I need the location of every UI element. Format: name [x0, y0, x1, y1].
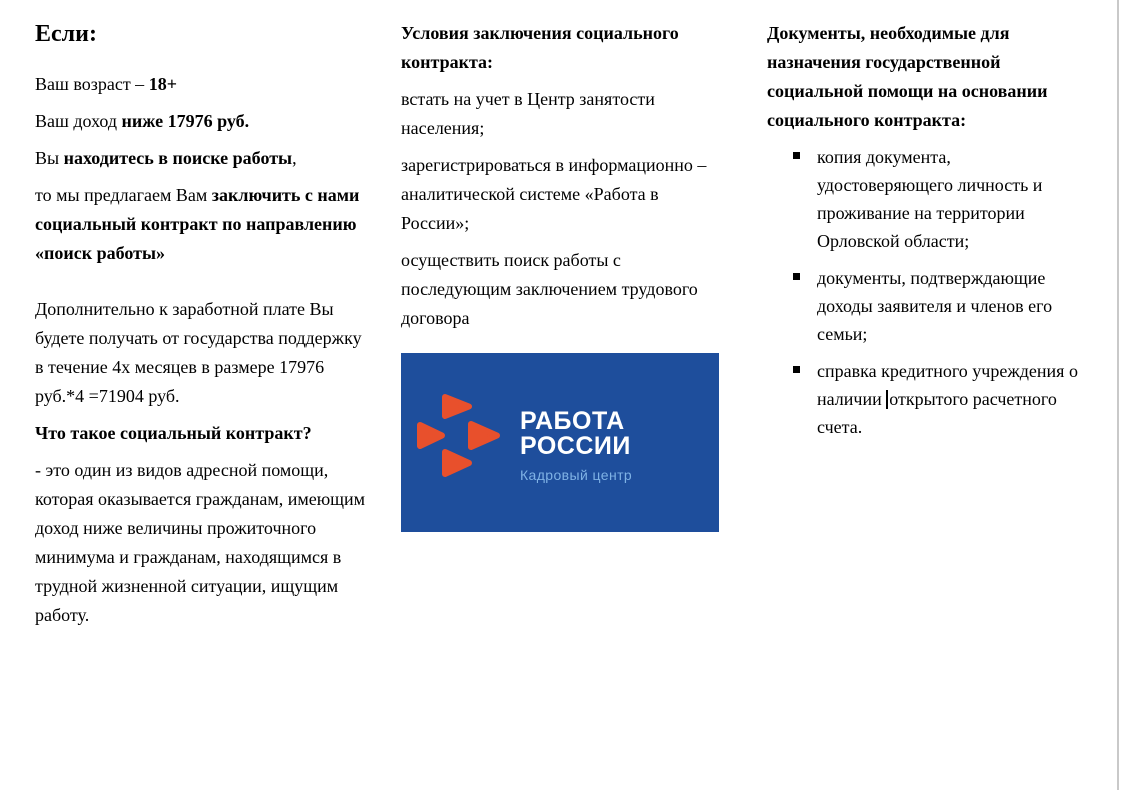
right-column: [767, 0, 1101, 450]
logo-title-line1: РАБОТА: [520, 407, 625, 435]
conditions-heading: Условия заключения социального контракта:: [401, 23, 679, 72]
income-bold-text: ниже 17976 руб.: [121, 111, 250, 131]
age-bold-text: 18+: [148, 74, 177, 94]
job-search-text: Вы: [35, 148, 64, 168]
definition-paragraph: - это один из видов адресной помощи, которая оказывается гражданам, имеющим доход ниже величины прожиточного минимума и гражданам, находящимся в трудной жизненной ситуации, ищущим работу.: [35, 460, 366, 625]
if-title: Если:: [35, 21, 97, 47]
list-item: [767, 264, 1101, 348]
list-item: [767, 357, 1101, 441]
logo-subtitle: Кадровый центр: [520, 467, 633, 483]
square-bullet-icon: [793, 152, 800, 159]
income-text: Ваш доход: [35, 111, 122, 131]
left-column: [35, 0, 371, 638]
offer-paragraph: [35, 181, 371, 268]
condition-item: зарегистрироваться в информационно – аналитической системе «Работа в России»;: [401, 155, 707, 233]
condition-item: осуществить поиск работы с последующим заключением трудового договора: [401, 250, 698, 328]
job-search-paragraph: [35, 144, 371, 173]
documents-list: [767, 143, 1101, 441]
job-search-bold-text: находитесь в поиске работы: [63, 148, 293, 168]
condition-item: встать на учет в Центр занятости населения;: [401, 89, 655, 138]
age-paragraph: [35, 70, 371, 99]
list-item-text: копия документа, удостоверяющего личность и проживание на территории Орловской области;: [817, 147, 1043, 251]
square-bullet-icon: [793, 273, 800, 280]
text-cursor-caret: [886, 390, 888, 409]
offer-bold-text: заключить с нами социальный контракт по направлению «поиск работы»: [35, 185, 360, 263]
rabota-rossii-logo: [401, 353, 719, 532]
offer-text: то мы предлагаем Вам: [35, 185, 212, 205]
list-item-text-before-caret: справка кредитного учреждения о наличии: [817, 361, 1078, 409]
logo-wordmark: [520, 409, 631, 459]
middle-column: [401, 0, 723, 532]
income-paragraph: [35, 107, 371, 136]
logo-triangles-icon: [401, 353, 521, 493]
documents-heading: Документы, необходимые для назначения государственной социальной помощи на основании социального контракта:: [767, 23, 1048, 130]
logo-title-line2: РОССИИ: [520, 432, 631, 460]
support-paragraph: Дополнительно к заработной плате Вы будете получать от государства поддержку в течение 4х месяцев в размере 17976 руб.*4 =71904 руб.: [35, 299, 362, 406]
square-bullet-icon: [793, 366, 800, 373]
right-edge-divider: [1117, 0, 1119, 790]
age-text: Ваш возраст –: [35, 74, 149, 94]
list-item-text-after-caret: открытого расчетного счета.: [817, 389, 1057, 437]
list-item: [767, 143, 1101, 255]
question-heading: Что такое социальный контракт?: [35, 423, 312, 443]
list-item-text: документы, подтверждающие доходы заявителя и членов его семьи;: [817, 268, 1053, 344]
job-search-suffix-text: ,: [292, 148, 297, 168]
